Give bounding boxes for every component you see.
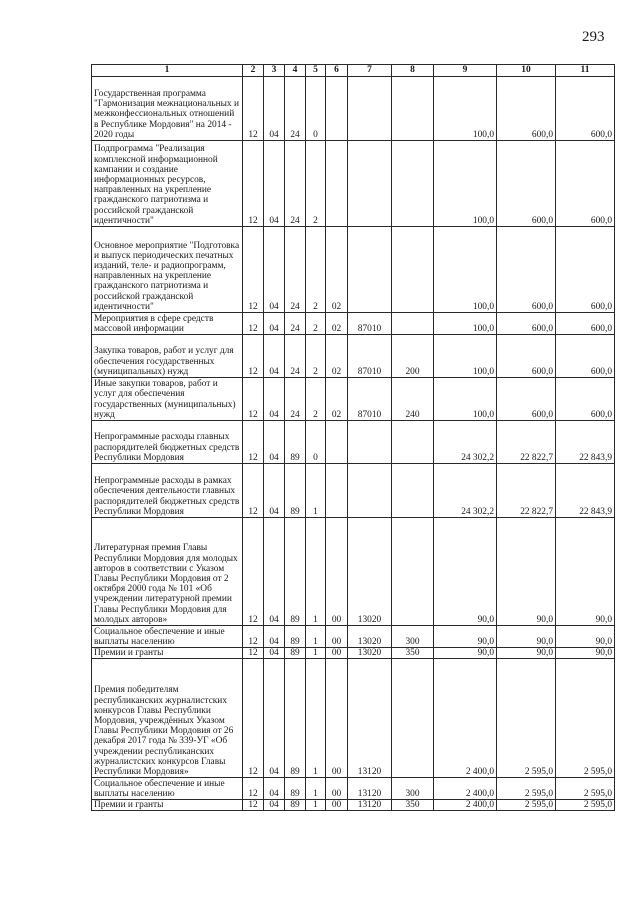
code-cell: [348, 227, 392, 313]
amount-cell: 600,0: [556, 77, 615, 141]
code-cell: 24: [285, 335, 306, 378]
column-header: 6: [326, 65, 348, 77]
amount-cell: 2 400,0: [434, 778, 497, 800]
code-cell: 04: [264, 378, 285, 421]
code-cell: 13120: [348, 800, 392, 811]
table-row: [92, 626, 615, 648]
code-cell: 12: [243, 800, 264, 811]
code-cell: 04: [264, 227, 285, 313]
code-cell: 12: [243, 648, 264, 659]
code-cell: 12: [243, 659, 264, 778]
table-row: [92, 464, 615, 518]
code-cell: [348, 77, 392, 141]
column-header: 4: [285, 65, 306, 77]
column-header: 9: [434, 65, 497, 77]
table-row: [92, 378, 615, 421]
code-cell: 00: [326, 659, 348, 778]
code-cell: 00: [326, 648, 348, 659]
table-body: [92, 77, 615, 811]
code-cell: 1: [306, 518, 326, 626]
column-header: 1: [92, 65, 243, 77]
code-cell: 89: [285, 659, 306, 778]
column-header: 7: [348, 65, 392, 77]
code-cell: 24: [285, 313, 306, 335]
amount-cell: 22 843,9: [556, 421, 615, 464]
amount-cell: 2 595,0: [556, 659, 615, 778]
code-cell: 24: [285, 77, 306, 141]
code-cell: 12: [243, 421, 264, 464]
amount-cell: 90,0: [497, 626, 556, 648]
code-cell: 04: [264, 626, 285, 648]
code-cell: [392, 313, 434, 335]
expense-name-cell: Мероприятия в сфере средств массовой информации: [92, 313, 243, 335]
amount-cell: 100,0: [434, 335, 497, 378]
table-header-row: [92, 65, 615, 77]
column-header: 5: [306, 65, 326, 77]
code-cell: 04: [264, 648, 285, 659]
amount-cell: 600,0: [497, 141, 556, 227]
amount-cell: 100,0: [434, 77, 497, 141]
code-cell: 12: [243, 141, 264, 227]
amount-cell: 90,0: [556, 648, 615, 659]
column-header: 2: [243, 65, 264, 77]
code-cell: 1: [306, 464, 326, 518]
table-row: [92, 227, 615, 313]
code-cell: [326, 421, 348, 464]
amount-cell: 90,0: [434, 518, 497, 626]
code-cell: 2: [306, 378, 326, 421]
code-cell: 00: [326, 518, 348, 626]
code-cell: 89: [285, 800, 306, 811]
expense-name-cell: Основное мероприятие "Подготовка и выпуск периодических печатных изданий, теле- и радиопрограмм, направленных на укрепление гражданского патриотизма и российской гражданской идентичности": [92, 227, 243, 313]
code-cell: 02: [326, 313, 348, 335]
code-cell: [326, 77, 348, 141]
amount-cell: 24 302,2: [434, 421, 497, 464]
column-header: 3: [264, 65, 285, 77]
code-cell: 13020: [348, 518, 392, 626]
expense-name-cell: Непрограммные расходы в рамках обеспечения деятельности главных распорядителей бюджетных средств Республики Мордовия: [92, 464, 243, 518]
amount-cell: 24 302,2: [434, 464, 497, 518]
code-cell: [326, 464, 348, 518]
amount-cell: 22 822,7: [497, 464, 556, 518]
amount-cell: 2 595,0: [556, 778, 615, 800]
amount-cell: 600,0: [556, 227, 615, 313]
amount-cell: 90,0: [497, 648, 556, 659]
amount-cell: 100,0: [434, 313, 497, 335]
code-cell: 240: [392, 378, 434, 421]
table-row: [92, 421, 615, 464]
amount-cell: 90,0: [556, 626, 615, 648]
code-cell: 02: [326, 335, 348, 378]
page-number: 293: [582, 29, 605, 45]
amount-cell: 90,0: [434, 648, 497, 659]
amount-cell: 2 400,0: [434, 800, 497, 811]
code-cell: 12: [243, 77, 264, 141]
amount-cell: 100,0: [434, 227, 497, 313]
expense-name-cell: Премии и гранты: [92, 648, 243, 659]
code-cell: [392, 464, 434, 518]
code-cell: 89: [285, 421, 306, 464]
code-cell: 24: [285, 141, 306, 227]
code-cell: 12: [243, 464, 264, 518]
code-cell: [348, 464, 392, 518]
code-cell: 12: [243, 313, 264, 335]
table-row: [92, 77, 615, 141]
expense-name-cell: Премия победителям республиканских журналистских конкурсов Главы Республики Мордовия, учреждённых Указом Главы Республики Мордовия от 26 декабря 2017 года № 339-УГ «Об учреждении республиканских журналистских конкурсов Главы Республики Мордовия»: [92, 659, 243, 778]
expense-name-cell: Социальное обеспечение и иные выплаты населению: [92, 778, 243, 800]
code-cell: 2: [306, 227, 326, 313]
code-cell: 1: [306, 659, 326, 778]
amount-cell: 600,0: [497, 313, 556, 335]
expense-name-cell: Государственная программа "Гармонизация межнациональных и межконфессиональных отношений в Республике Мордовия" на 2014 - 2020 годы: [92, 77, 243, 141]
code-cell: [392, 421, 434, 464]
code-cell: 12: [243, 335, 264, 378]
code-cell: 87010: [348, 313, 392, 335]
amount-cell: 2 595,0: [497, 800, 556, 811]
code-cell: 12: [243, 518, 264, 626]
code-cell: 89: [285, 518, 306, 626]
amount-cell: 100,0: [434, 141, 497, 227]
code-cell: [392, 77, 434, 141]
amount-cell: 600,0: [497, 378, 556, 421]
amount-cell: 90,0: [497, 518, 556, 626]
code-cell: 350: [392, 648, 434, 659]
code-cell: 24: [285, 227, 306, 313]
table-row: [92, 778, 615, 800]
code-cell: 02: [326, 227, 348, 313]
code-cell: 13020: [348, 648, 392, 659]
code-cell: 300: [392, 626, 434, 648]
code-cell: 12: [243, 227, 264, 313]
amount-cell: 2 595,0: [497, 659, 556, 778]
expense-name-cell: Закупка товаров, работ и услуг для обеспечения государственных (муниципальных) нужд: [92, 335, 243, 378]
expense-name-cell: Социальное обеспечение и иные выплаты населению: [92, 626, 243, 648]
code-cell: 04: [264, 800, 285, 811]
code-cell: 04: [264, 421, 285, 464]
amount-cell: 90,0: [556, 518, 615, 626]
amount-cell: 22 843,9: [556, 464, 615, 518]
code-cell: 04: [264, 313, 285, 335]
code-cell: 04: [264, 464, 285, 518]
table-row: [92, 335, 615, 378]
code-cell: 89: [285, 778, 306, 800]
amount-cell: 2 595,0: [497, 778, 556, 800]
amount-cell: 100,0: [434, 378, 497, 421]
code-cell: 04: [264, 518, 285, 626]
table-row: [92, 313, 615, 335]
amount-cell: 2 595,0: [556, 800, 615, 811]
code-cell: 2: [306, 141, 326, 227]
code-cell: [392, 141, 434, 227]
table-row: [92, 648, 615, 659]
code-cell: 87010: [348, 378, 392, 421]
code-cell: 00: [326, 800, 348, 811]
table-row: [92, 518, 615, 626]
column-header: 8: [392, 65, 434, 77]
code-cell: 04: [264, 778, 285, 800]
code-cell: 00: [326, 626, 348, 648]
code-cell: 2: [306, 313, 326, 335]
expense-name-cell: Литературная премия Главы Республики Мордовия для молодых авторов в соответствии с Указом Главы Республики Мордовия от 2 октября 2000 года № 101 «Об учреждении литературной премии Главы Республики Мордовия для молодых авторов»: [92, 518, 243, 626]
amount-cell: 22 822,7: [497, 421, 556, 464]
amount-cell: 600,0: [556, 378, 615, 421]
table-row: [92, 800, 615, 811]
code-cell: 1: [306, 778, 326, 800]
code-cell: 04: [264, 77, 285, 141]
code-cell: 00: [326, 778, 348, 800]
code-cell: 02: [326, 378, 348, 421]
code-cell: 87010: [348, 335, 392, 378]
code-cell: 12: [243, 778, 264, 800]
code-cell: 1: [306, 648, 326, 659]
budget-table: [91, 64, 615, 811]
code-cell: [392, 227, 434, 313]
amount-cell: 600,0: [497, 335, 556, 378]
expense-name-cell: Иные закупки товаров, работ и услуг для обеспечения государственных (муниципальных) нужд: [92, 378, 243, 421]
code-cell: [392, 518, 434, 626]
table-row: [92, 659, 615, 778]
code-cell: 04: [264, 335, 285, 378]
code-cell: [348, 421, 392, 464]
amount-cell: 90,0: [434, 626, 497, 648]
code-cell: 13120: [348, 778, 392, 800]
code-cell: 0: [306, 77, 326, 141]
amount-cell: 600,0: [556, 313, 615, 335]
code-cell: 200: [392, 335, 434, 378]
code-cell: 04: [264, 141, 285, 227]
code-cell: 300: [392, 778, 434, 800]
code-cell: 89: [285, 464, 306, 518]
expense-name-cell: Непрограммные расходы главных распорядителей бюджетных средств Республики Мордовия: [92, 421, 243, 464]
amount-cell: 2 400,0: [434, 659, 497, 778]
code-cell: 2: [306, 335, 326, 378]
code-cell: 350: [392, 800, 434, 811]
code-cell: [392, 659, 434, 778]
code-cell: 1: [306, 800, 326, 811]
amount-cell: 600,0: [556, 335, 615, 378]
code-cell: 1: [306, 626, 326, 648]
code-cell: 12: [243, 626, 264, 648]
column-header: 11: [556, 65, 615, 77]
code-cell: [326, 141, 348, 227]
table-row: [92, 141, 615, 227]
amount-cell: 600,0: [497, 227, 556, 313]
amount-cell: 600,0: [556, 141, 615, 227]
code-cell: 0: [306, 421, 326, 464]
amount-cell: 600,0: [497, 77, 556, 141]
code-cell: 24: [285, 378, 306, 421]
code-cell: 13020: [348, 626, 392, 648]
code-cell: 89: [285, 626, 306, 648]
code-cell: 13120: [348, 659, 392, 778]
expense-name-cell: Подпрограмма "Реализация комплексной информационной кампании и создание информационных ресурсов, направленных на укрепление гражданского патриотизма и российской гражданской идентичности": [92, 141, 243, 227]
code-cell: 04: [264, 659, 285, 778]
code-cell: 89: [285, 648, 306, 659]
code-cell: [348, 141, 392, 227]
expense-name-cell: Премии и гранты: [92, 800, 243, 811]
code-cell: 12: [243, 378, 264, 421]
column-header: 10: [497, 65, 556, 77]
